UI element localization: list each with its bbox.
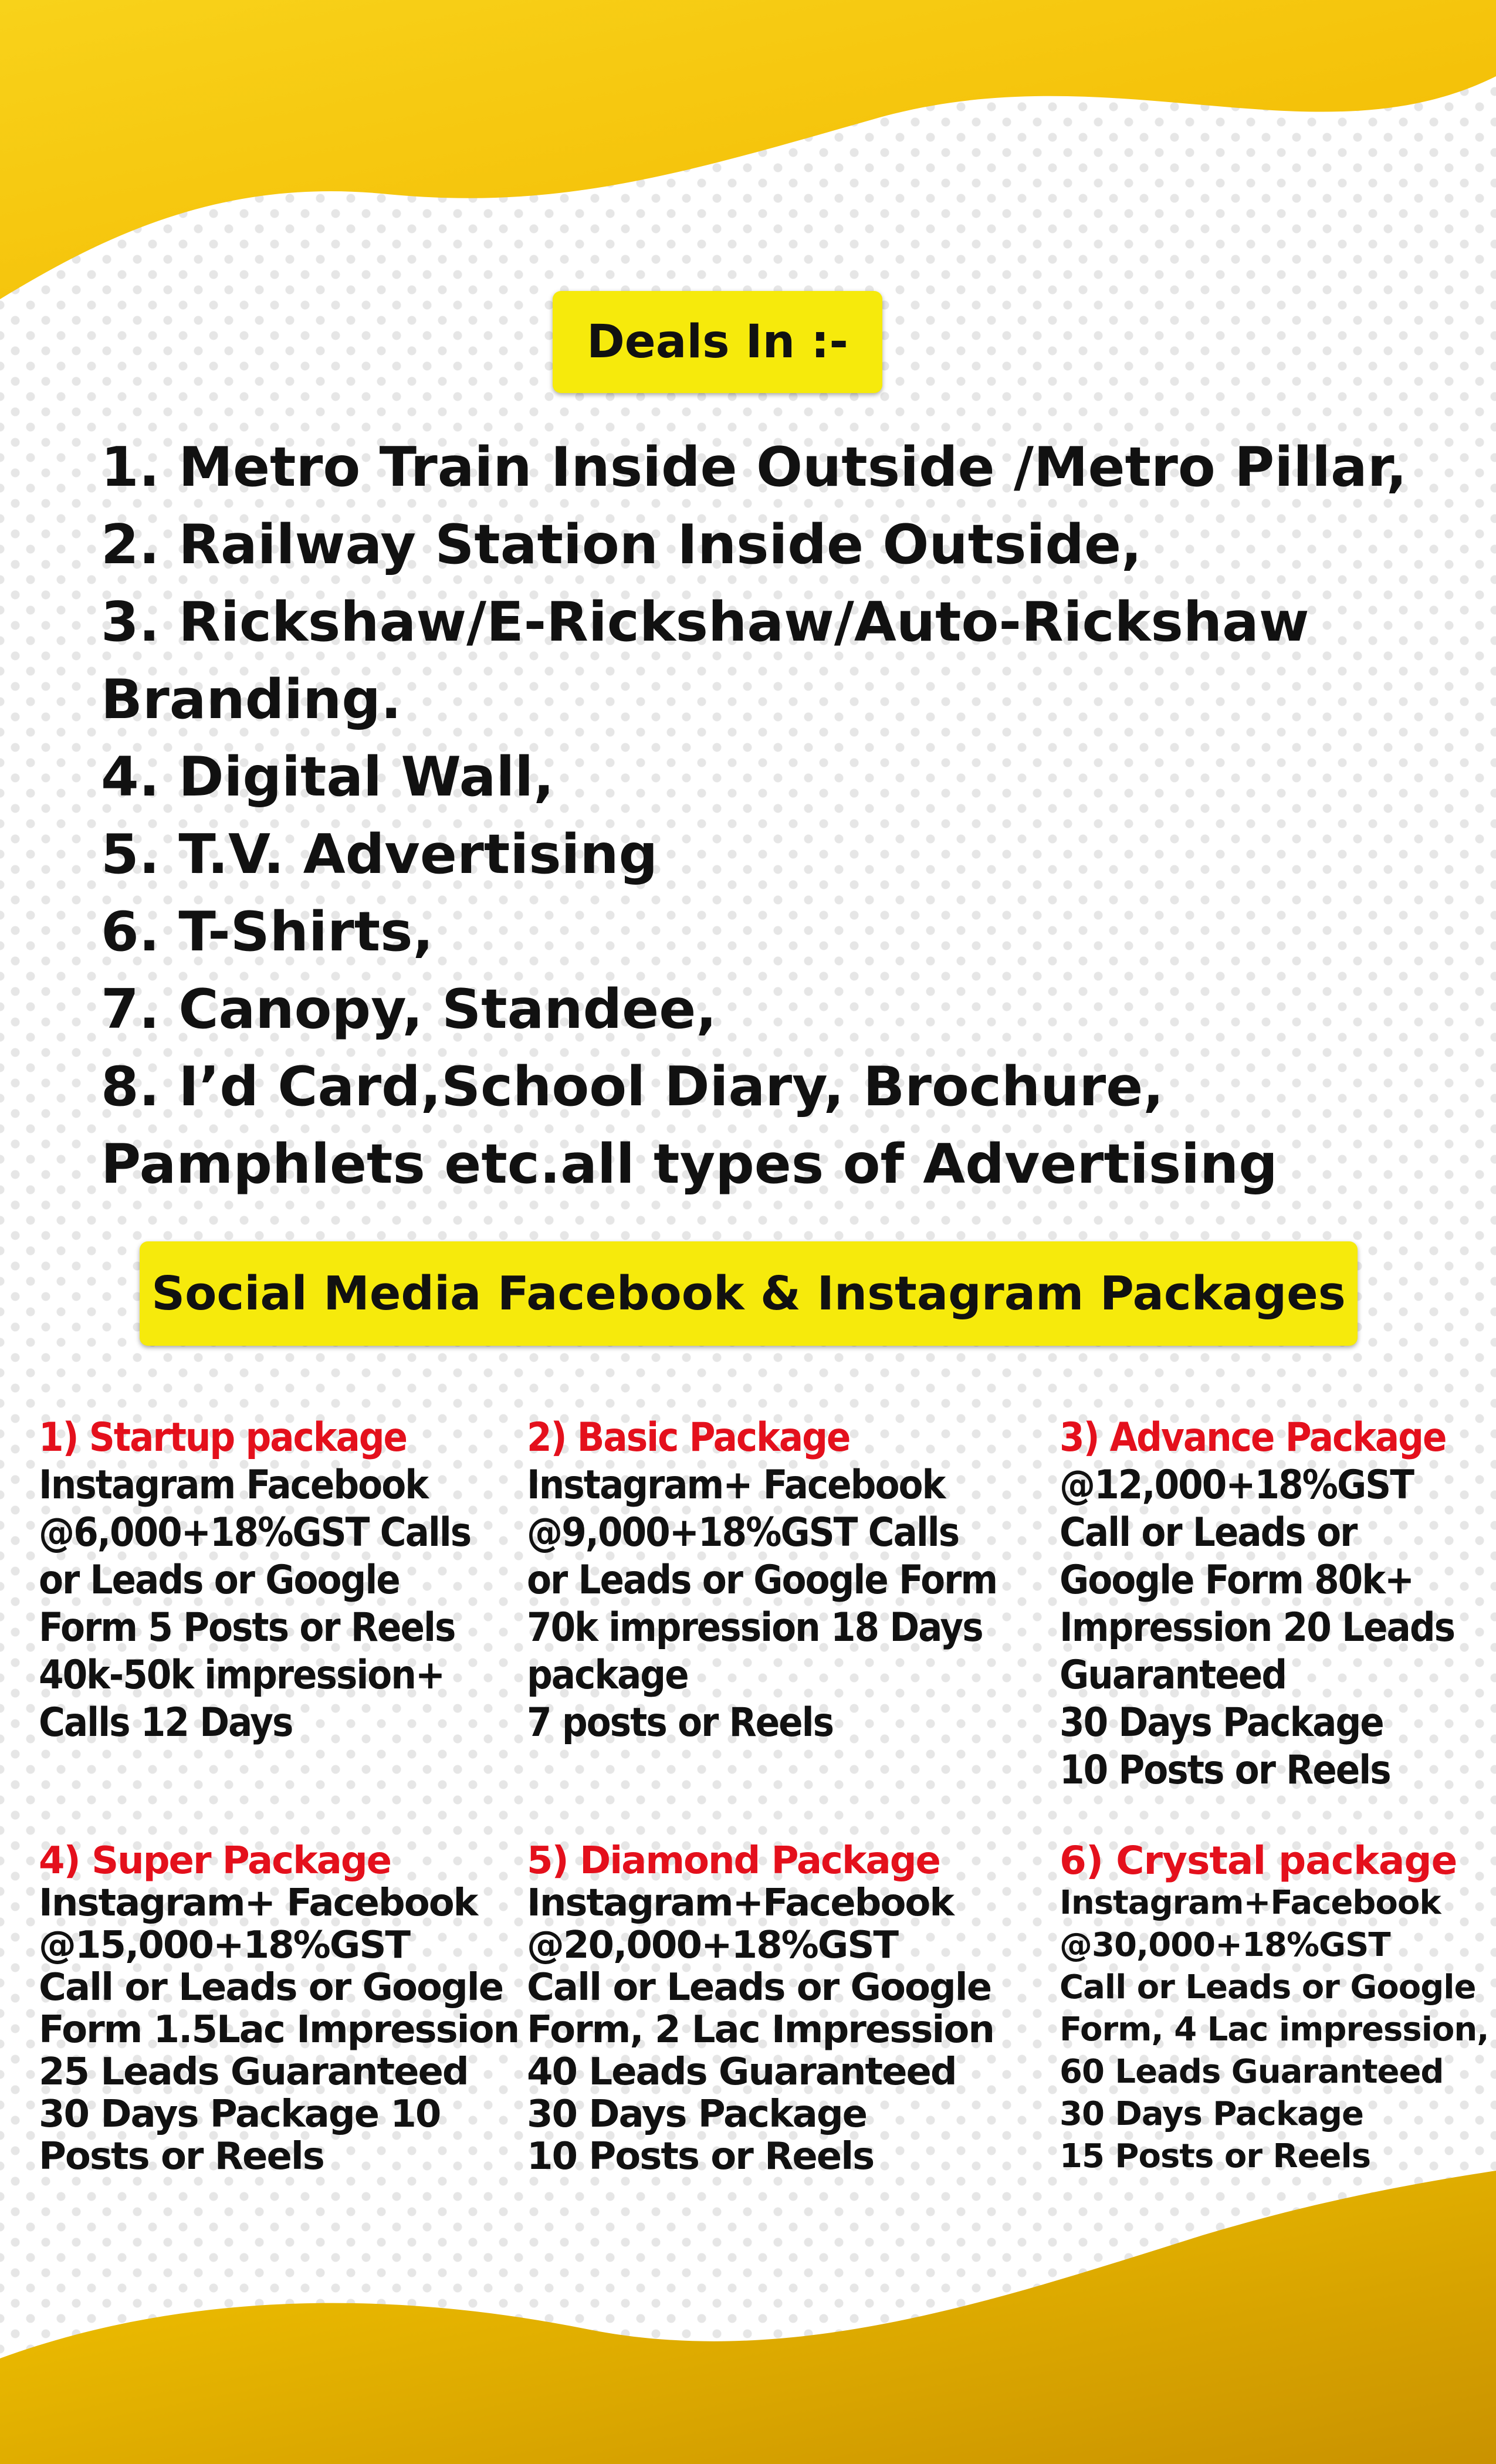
package-line: Guaranteed: [1060, 1652, 1287, 1698]
deals-list: [101, 428, 1468, 1203]
deals-item: 6. T-Shirts,: [101, 900, 434, 963]
package-title: 3) Advance Package: [1060, 1414, 1446, 1461]
package-line: 10 Posts or Reels: [1060, 1747, 1390, 1793]
package-line: Form 1.5Lac Impression: [39, 2008, 519, 2052]
package-line: package: [527, 1652, 688, 1698]
package-line: Impression 20 Leads: [1060, 1605, 1455, 1651]
social-media-packages-banner: Social Media Facebook & Instagram Packages: [140, 1241, 1358, 1346]
package-line: 30 Days Package: [1060, 1700, 1383, 1746]
package-title: 2) Basic Package: [527, 1414, 850, 1461]
package-line: 70k impression 18 Days: [527, 1605, 983, 1651]
package-line: 30 Days Package: [1060, 2095, 1363, 2133]
package-line: Instagram+Facebook: [527, 1881, 953, 1925]
package-line: @12,000+18%GST: [1060, 1462, 1413, 1508]
deals-item: 2. Railway Station Inside Outside,: [101, 513, 1142, 576]
package-line: Instagram+ Facebook: [527, 1462, 945, 1508]
package-line: Instagram Facebook: [39, 1462, 428, 1508]
package-line: Call or Leads or: [1060, 1509, 1357, 1556]
package-diamond: [527, 1840, 994, 2178]
package-title: 1) Startup package: [39, 1414, 407, 1461]
deals-item: 4. Digital Wall,: [101, 745, 554, 808]
package-line: @6,000+18%GST Calls: [39, 1509, 471, 1556]
package-line: 60 Leads Guaranteed: [1060, 2053, 1444, 2091]
deals-item: 7. Canopy, Standee,: [101, 977, 717, 1041]
package-line: 40k-50k impression+: [39, 1652, 445, 1698]
package-line: 10 Posts or Reels: [527, 2135, 874, 2178]
package-line: Call or Leads or Google: [1060, 1968, 1476, 2006]
bottom-wave-decoration: [0, 2135, 1496, 2464]
package-line: Form, 2 Lac Impression: [527, 2008, 994, 2052]
package-line: 30 Days Package 10: [39, 2093, 441, 2136]
deals-item: Pamphlets etc.all types of Advertising: [101, 1132, 1278, 1196]
deals-item: 1. Metro Train Inside Outside /Metro Pillar,: [101, 435, 1407, 499]
package-line: 40 Leads Guaranteed: [527, 2050, 956, 2094]
deals-item: 8. I’d Card,School Diary, Brochure,: [101, 1055, 1164, 1118]
package-line: 25 Leads Guaranteed: [39, 2050, 468, 2094]
package-basic: [527, 1414, 997, 1747]
package-line: Calls 12 Days: [39, 1700, 293, 1746]
package-line: 15 Posts or Reels: [1060, 2137, 1371, 2175]
package-line: @30,000+18%GST: [1060, 1926, 1390, 1964]
package-startup: [39, 1414, 471, 1747]
package-title: 4) Super Package: [39, 1839, 391, 1883]
package-line: Instagram+Facebook: [1060, 1884, 1441, 1922]
deals-heading-badge: Deals In :-: [553, 291, 882, 393]
package-line: Call or Leads or Google: [527, 1966, 991, 2009]
package-line: Form 5 Posts or Reels: [39, 1605, 455, 1651]
package-title: 6) Crystal package: [1060, 1838, 1457, 1883]
package-line: Call or Leads or Google: [39, 1966, 503, 2009]
package-line: Instagram+ Facebook: [39, 1881, 478, 1925]
deals-item: Branding.: [101, 668, 402, 731]
package-crystal: [1060, 1840, 1489, 2178]
package-super: [39, 1840, 519, 2178]
package-line: 7 posts or Reels: [527, 1700, 834, 1746]
deals-item: 3. Rickshaw/E-Rickshaw/Auto-Rickshaw: [101, 590, 1309, 654]
package-line: @9,000+18%GST Calls: [527, 1509, 959, 1556]
package-title: 5) Diamond Package: [527, 1839, 940, 1883]
package-advance: [1060, 1414, 1454, 1794]
deals-item: 5. T.V. Advertising: [101, 823, 658, 886]
package-line: or Leads or Google: [39, 1557, 400, 1603]
package-line: Posts or Reels: [39, 2135, 324, 2178]
package-line: 30 Days Package: [527, 2093, 867, 2136]
package-line: @20,000+18%GST: [527, 1924, 898, 1967]
package-line: Google Form 80k+: [1060, 1557, 1414, 1603]
package-line: or Leads or Google Form: [527, 1557, 997, 1603]
top-wave-decoration: [0, 0, 1496, 329]
package-line: Form, 4 Lac impression,: [1060, 2011, 1489, 2049]
package-line: @15,000+18%GST: [39, 1924, 410, 1967]
